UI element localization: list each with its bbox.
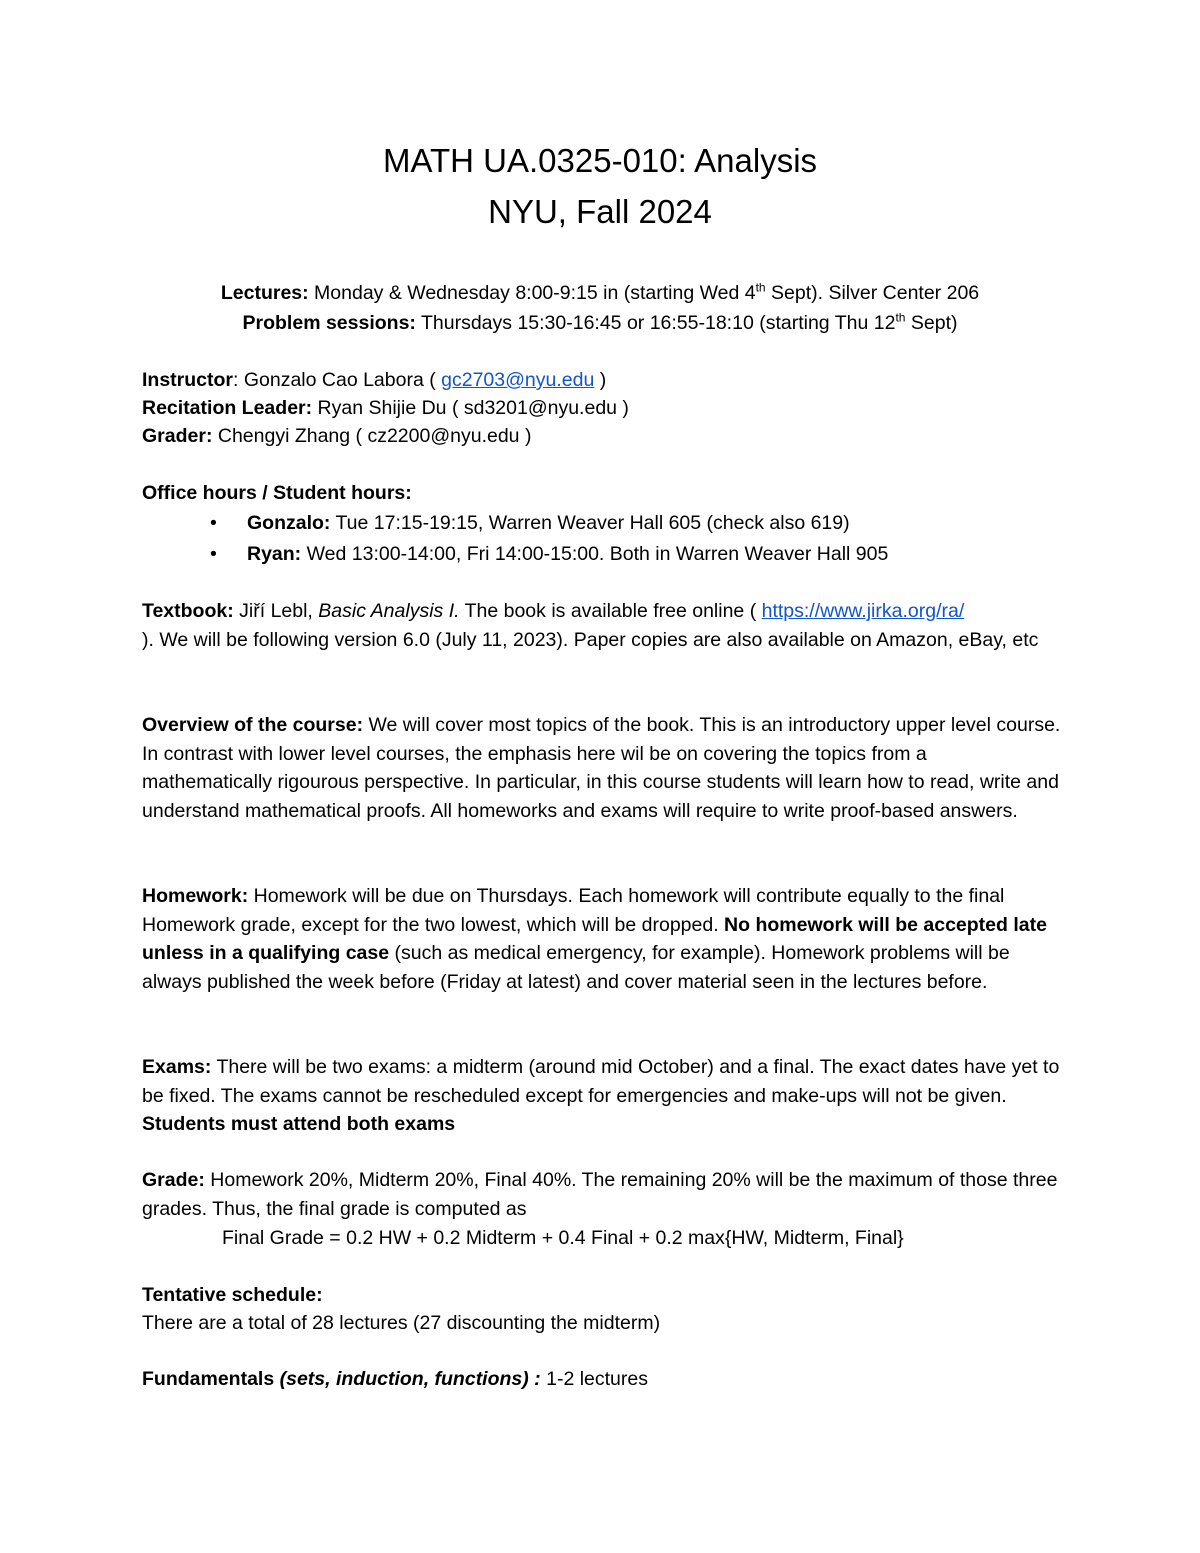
textbook-title: Basic Analysis I.: [318, 600, 460, 622]
office-hours-heading: Office hours / Student hours:: [142, 482, 412, 504]
grader-text: Chengyi Zhang ( cz2200@nyu.edu ): [212, 425, 532, 447]
grader-line: [142, 422, 1062, 450]
textbook-url-link[interactable]: https://www.jirka.org/ra/: [761, 600, 965, 622]
problem-sessions-text: Thursdays 15:30-16:45 or 16:55-18:10 (starting Thu 12: [415, 312, 896, 334]
grade-text: Homework 20%, Midterm 20%, Final 40%. The remaining 20% will be the maximum of those three grades. Thus, the final grade is computed as: [142, 1169, 1058, 1220]
grade-formula: Final Grade = 0.2 HW + 0.2 Midterm + 0.4 Final + 0.2 max{HW, Midterm, Final}: [222, 1227, 904, 1249]
fundamentals-label: Fundamentals: [142, 1368, 275, 1390]
overview-label: Overview of the course:: [142, 714, 364, 736]
exams-paragraph: [142, 1053, 1062, 1139]
lectures-line: [0, 279, 1200, 307]
textbook-label: Textbook:: [142, 600, 234, 622]
homework-paragraph: [142, 882, 1062, 996]
instructor-name: : Gonzalo Cao Labora (: [233, 369, 442, 391]
course-subtitle: NYU, Fall 2024: [488, 193, 712, 230]
schedule-heading: Tentative schedule:: [142, 1284, 323, 1306]
course-title: MATH UA.0325-010: Analysis: [382, 142, 818, 179]
bullet-icon: •: [210, 512, 217, 534]
textbook-text: The book is available free online (: [459, 600, 762, 622]
lectures-sup: th: [755, 280, 766, 295]
instructor-close: ): [594, 369, 607, 391]
instructor-line: [142, 366, 1062, 394]
problem-sessions-text-end: Sept): [905, 312, 958, 334]
lectures-text-end: Sept). Silver Center 206: [765, 282, 980, 304]
homework-label: Homework:: [142, 885, 249, 907]
bullet-icon: •: [210, 543, 217, 565]
office-hours-item: [247, 540, 888, 568]
grader-label: Grader:: [142, 425, 213, 447]
overview-paragraph: [142, 711, 1062, 825]
office-hours-name: Ryan:: [247, 543, 302, 565]
problem-sessions-line: [0, 309, 1200, 337]
textbook-text-end: ). We will be following version 6.0 (July 11, 2023). Paper copies are also available on Amazon, eBay, etc: [142, 628, 1039, 651]
exams-text: There will be two exams: a midterm (around mid October) and a final. The exact dates have yet to be fixed. The exams cannot be rescheduled except for emergencies and make-ups will not be given.: [142, 1056, 1060, 1107]
recitation-label: Recitation Leader:: [142, 397, 313, 419]
schedule-text: There are a total of 28 lectures (27 discounting the midterm): [142, 1312, 661, 1334]
homework-text-end: (such as medical emergency, for example). Homework problems will be always published the week before (Friday at latest) and cover material seen in the lectures before.: [142, 942, 1010, 993]
homework-late-policy: No homework will be accepted late unless in a qualifying case: [142, 913, 1047, 964]
instructor-email-link[interactable]: gc2703@nyu.edu: [441, 369, 595, 391]
recitation-text: Ryan Shijie Du ( sd3201@nyu.edu ): [312, 397, 629, 419]
office-hours-name: Gonzalo:: [247, 512, 331, 534]
office-hours-text: Wed 13:00-14:00, Fri 14:00-15:00. Both in Warren Weaver Hall 905: [301, 543, 889, 565]
textbook-author: Jiří Lebl,: [233, 600, 319, 622]
fundamentals-topics: (sets, induction, functions) :: [274, 1368, 541, 1390]
fundamentals-line: [142, 1365, 1062, 1393]
lectures-text: Monday & Wednesday 8:00-9:15 in (starting Wed 4: [308, 282, 756, 304]
office-hours-item: [247, 509, 850, 537]
homework-text: Homework will be due on Thursdays. Each homework will contribute equally to the final Homework grade, except for the two lowest, which will be dropped.: [142, 885, 1005, 936]
exams-attendance: Students must attend both exams: [142, 1113, 456, 1135]
problem-sessions-label: Problem sessions:: [242, 312, 416, 334]
grade-paragraph: [142, 1166, 1062, 1223]
overview-text: We will cover most topics of the book. This is an introductory upper level course. In contrast with lower level courses, the emphasis here wil be on covering the topics from a mathematically rigourous perspective. In particular, in this course students will learn how to read, write and understand mathematical proofs. All homeworks and exams will require to write proof-based answers.: [142, 714, 1061, 822]
exams-label: Exams:: [142, 1056, 212, 1078]
textbook-paragraph: [142, 597, 1062, 654]
recitation-line: [142, 394, 1062, 422]
lectures-label: Lectures:: [220, 282, 309, 304]
instructor-label: Instructor: [142, 369, 234, 391]
grade-label: Grade:: [142, 1169, 205, 1191]
problem-sessions-sup: th: [895, 310, 906, 325]
fundamentals-text: 1-2 lectures: [540, 1368, 648, 1390]
office-hours-text: Tue 17:15-19:15, Warren Weaver Hall 605 (check also 619): [330, 512, 850, 534]
